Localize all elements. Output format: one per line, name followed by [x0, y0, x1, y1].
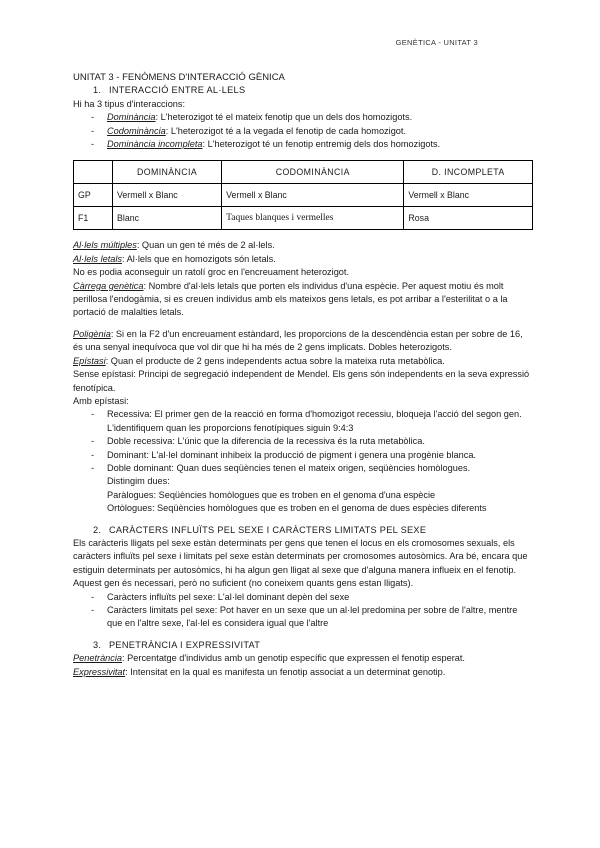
section-3-title: PENETRÀNCIA I EXPRESSIVITAT: [109, 639, 261, 650]
running-header: GENÈTICA - UNITAT 3: [395, 38, 478, 47]
section-3-heading: [73, 639, 533, 652]
def-alleles-multiples: : Quan un gen té més de 2 al·lels.: [136, 240, 275, 251]
term-epistasi: Epístasi: [73, 355, 106, 366]
para-epistasi: [73, 355, 533, 368]
table-cell: Vermell x Blanc: [113, 184, 222, 207]
list-item: - Caràcters limitats pel sexe: Pot haver en un sexe que un al·lel predomina per sobre de l'altre, mentre que en l'altre sexe, l'al·lel es considera igual que l'altre: [73, 604, 533, 631]
section-2-heading: [73, 524, 533, 537]
def-incompleta: : L'heterozigot té un fenotip entremig dels dos homozigots.: [202, 139, 441, 150]
def-dominancia: : L'heterozigot té el mateix fenotip que un dels dos homozigots.: [155, 112, 413, 123]
para-alleles-letals: [73, 253, 533, 266]
para-expressivitat: [73, 666, 533, 679]
list-item: - Dominant: L'al·lel dominant inhibeix la producció de pigment i genera una progènie blanca.: [73, 449, 533, 462]
term-dominancia: Dominància: [107, 112, 156, 123]
table-cell: Vermell x Blanc: [222, 184, 404, 207]
term-alleles-letals: Al·lels letals: [73, 253, 123, 264]
term-penetrancia: Penetrància: [73, 653, 123, 664]
paralogues-line: Paràlogues: Seqüències homòlogues que es troben en el genoma d'una espècie: [107, 489, 436, 500]
section-2-number: 2.: [93, 524, 102, 535]
table-row: [74, 207, 533, 230]
ortologues-line: Ortòlogues: Seqüències homòlogues que es troben en el genoma de dues espècies diferents: [107, 503, 487, 514]
para-penetrancia: [73, 652, 533, 665]
term-poligenia: Poligènia: [73, 328, 111, 339]
distinguim-line: Distingim dues:: [107, 476, 170, 487]
list-item: - Doble recessiva: L'únic que la diferencia de la recessiva és la ruta metabòlica.: [73, 435, 533, 448]
def-penetrancia: : Percentatge d'individus amb un genotip específic que expressen el fenotip esperat.: [122, 653, 465, 664]
table-cell: Blanc: [113, 207, 222, 230]
table-header-dominancia: DOMINÀNCIA: [113, 161, 222, 184]
term-alleles-multiples: Al·lels múltiples: [73, 240, 137, 251]
para-carrega-genetica: [73, 280, 533, 320]
section-1-number: 1.: [93, 85, 102, 96]
def-alleles-letals: : Al·lels que en homozigots són letals.: [122, 253, 276, 264]
interaction-item-dominancia: [73, 111, 533, 124]
section-1-title: INTERACCIÓ ENTRE AL·LELS: [109, 85, 246, 96]
def-expressivitat: : Intensitat en la qual es manifesta un fenotip associat a un determinat genotip.: [125, 666, 446, 677]
section-1-heading: [73, 84, 533, 97]
def-codominancia: : L'heterozigot té a la vegada el fenotip de cada homozigot.: [165, 125, 407, 136]
para-poligenia: [73, 328, 533, 355]
para-letals-note: No es podia aconseguir un ratolí groc en l'encreuament heterozigot.: [73, 267, 350, 278]
table-row-label: GP: [74, 184, 113, 207]
term-codominancia: Codominància: [107, 125, 166, 136]
interaction-item-incompleta: [73, 138, 533, 151]
interaction-item-codominancia: [73, 125, 533, 138]
def-epistasi: : Quan el producte de 2 gens independents actua sobre la mateixa ruta metabòlica.: [105, 355, 445, 366]
term-carrega-genetica: Càrrega genètica: [73, 280, 144, 291]
def-poligenia: : Si en la F2 d'un encreuament estàndard, les proporcions de la descendència estan per sobre de 16, és una senyal inequívoca que vol dir que hi ha més de 2 gens implicats. Dobles heterozigots.: [73, 328, 523, 353]
section-2-title: CARÀCTERS INFLUÏTS PEL SEXE I CARÀCTERS LIMITATS PEL SEXE: [109, 524, 427, 535]
para-sense-epistasi: Sense epístasi: Principi de segregació independent de Mendel. Els gens són independents en la seva expressió fenotípica.: [73, 369, 530, 393]
section-1-intro: Hi ha 3 tipus d'interaccions:: [73, 98, 186, 109]
table-row: [74, 184, 533, 207]
para-amb-epistasi: Amb epístasi:: [73, 395, 129, 406]
table-cell: Vermell x Blanc: [404, 184, 533, 207]
table-header-empty: [74, 161, 113, 184]
list-item: - Recessiva: El primer gen de la reacció en forma d'homozigot recessiu, bloqueja l'acció del segon gen. L'identifiquem quan les proporcions fenotípiques siguin 9:4:3: [73, 408, 533, 435]
page-content: [73, 71, 533, 679]
interaction-table: [73, 160, 533, 230]
term-incompleta: Dominància incompleta: [107, 139, 203, 150]
list-item: - Caràcters influïts pel sexe: L'al·lel dominant depèn del sexe: [73, 591, 533, 604]
table-cell: Rosa: [404, 207, 533, 230]
table-header-incompleta: D. INCOMPLETA: [404, 161, 533, 184]
table-header-row: [74, 161, 533, 184]
table-cell: Taques blanques i vermelles: [222, 207, 404, 230]
section-3-number: 3.: [93, 639, 102, 650]
def-carrega-genetica: : Nombre d'al·lels letals que porten els individus d'una espècie. Per aquest motiu és molt perillosa l'endogàmia, si es creuen individus amb els mateixos gens letals, es pot arribar a l'esterilitat o a la portació de malalties letals.: [73, 280, 508, 318]
term-expressivitat: Expressivitat: [73, 666, 126, 677]
unit-title: UNITAT 3 - FENÒMENS D'INTERACCIÓ GÈNICA: [73, 72, 285, 83]
table-row-label: F1: [74, 207, 113, 230]
list-item: - Doble dominant: Quan dues seqüències tenen el mateix origen, seqüències homòlogues.: [73, 462, 533, 475]
para-alleles-multiples: [73, 239, 533, 252]
section-2-paragraph: Els caràcteris lligats pel sexe estàn determinats per gens que tenen el locus en els cromosomes sexuals, els caràcters influïts pel sexe i limitats pel sexe estàn determinats per cromosomes autosòmics. Ara bé, encara que estiguin determinats per autosòmics, hi ha algun gen lligat al sexe que d'alguna manera influeix en el fenotip. Aquest gen és necessari, però no suficient (no coneixem quants gens estan lligats).: [73, 537, 528, 589]
table-header-codominancia: CODOMINÀNCIA: [222, 161, 404, 184]
